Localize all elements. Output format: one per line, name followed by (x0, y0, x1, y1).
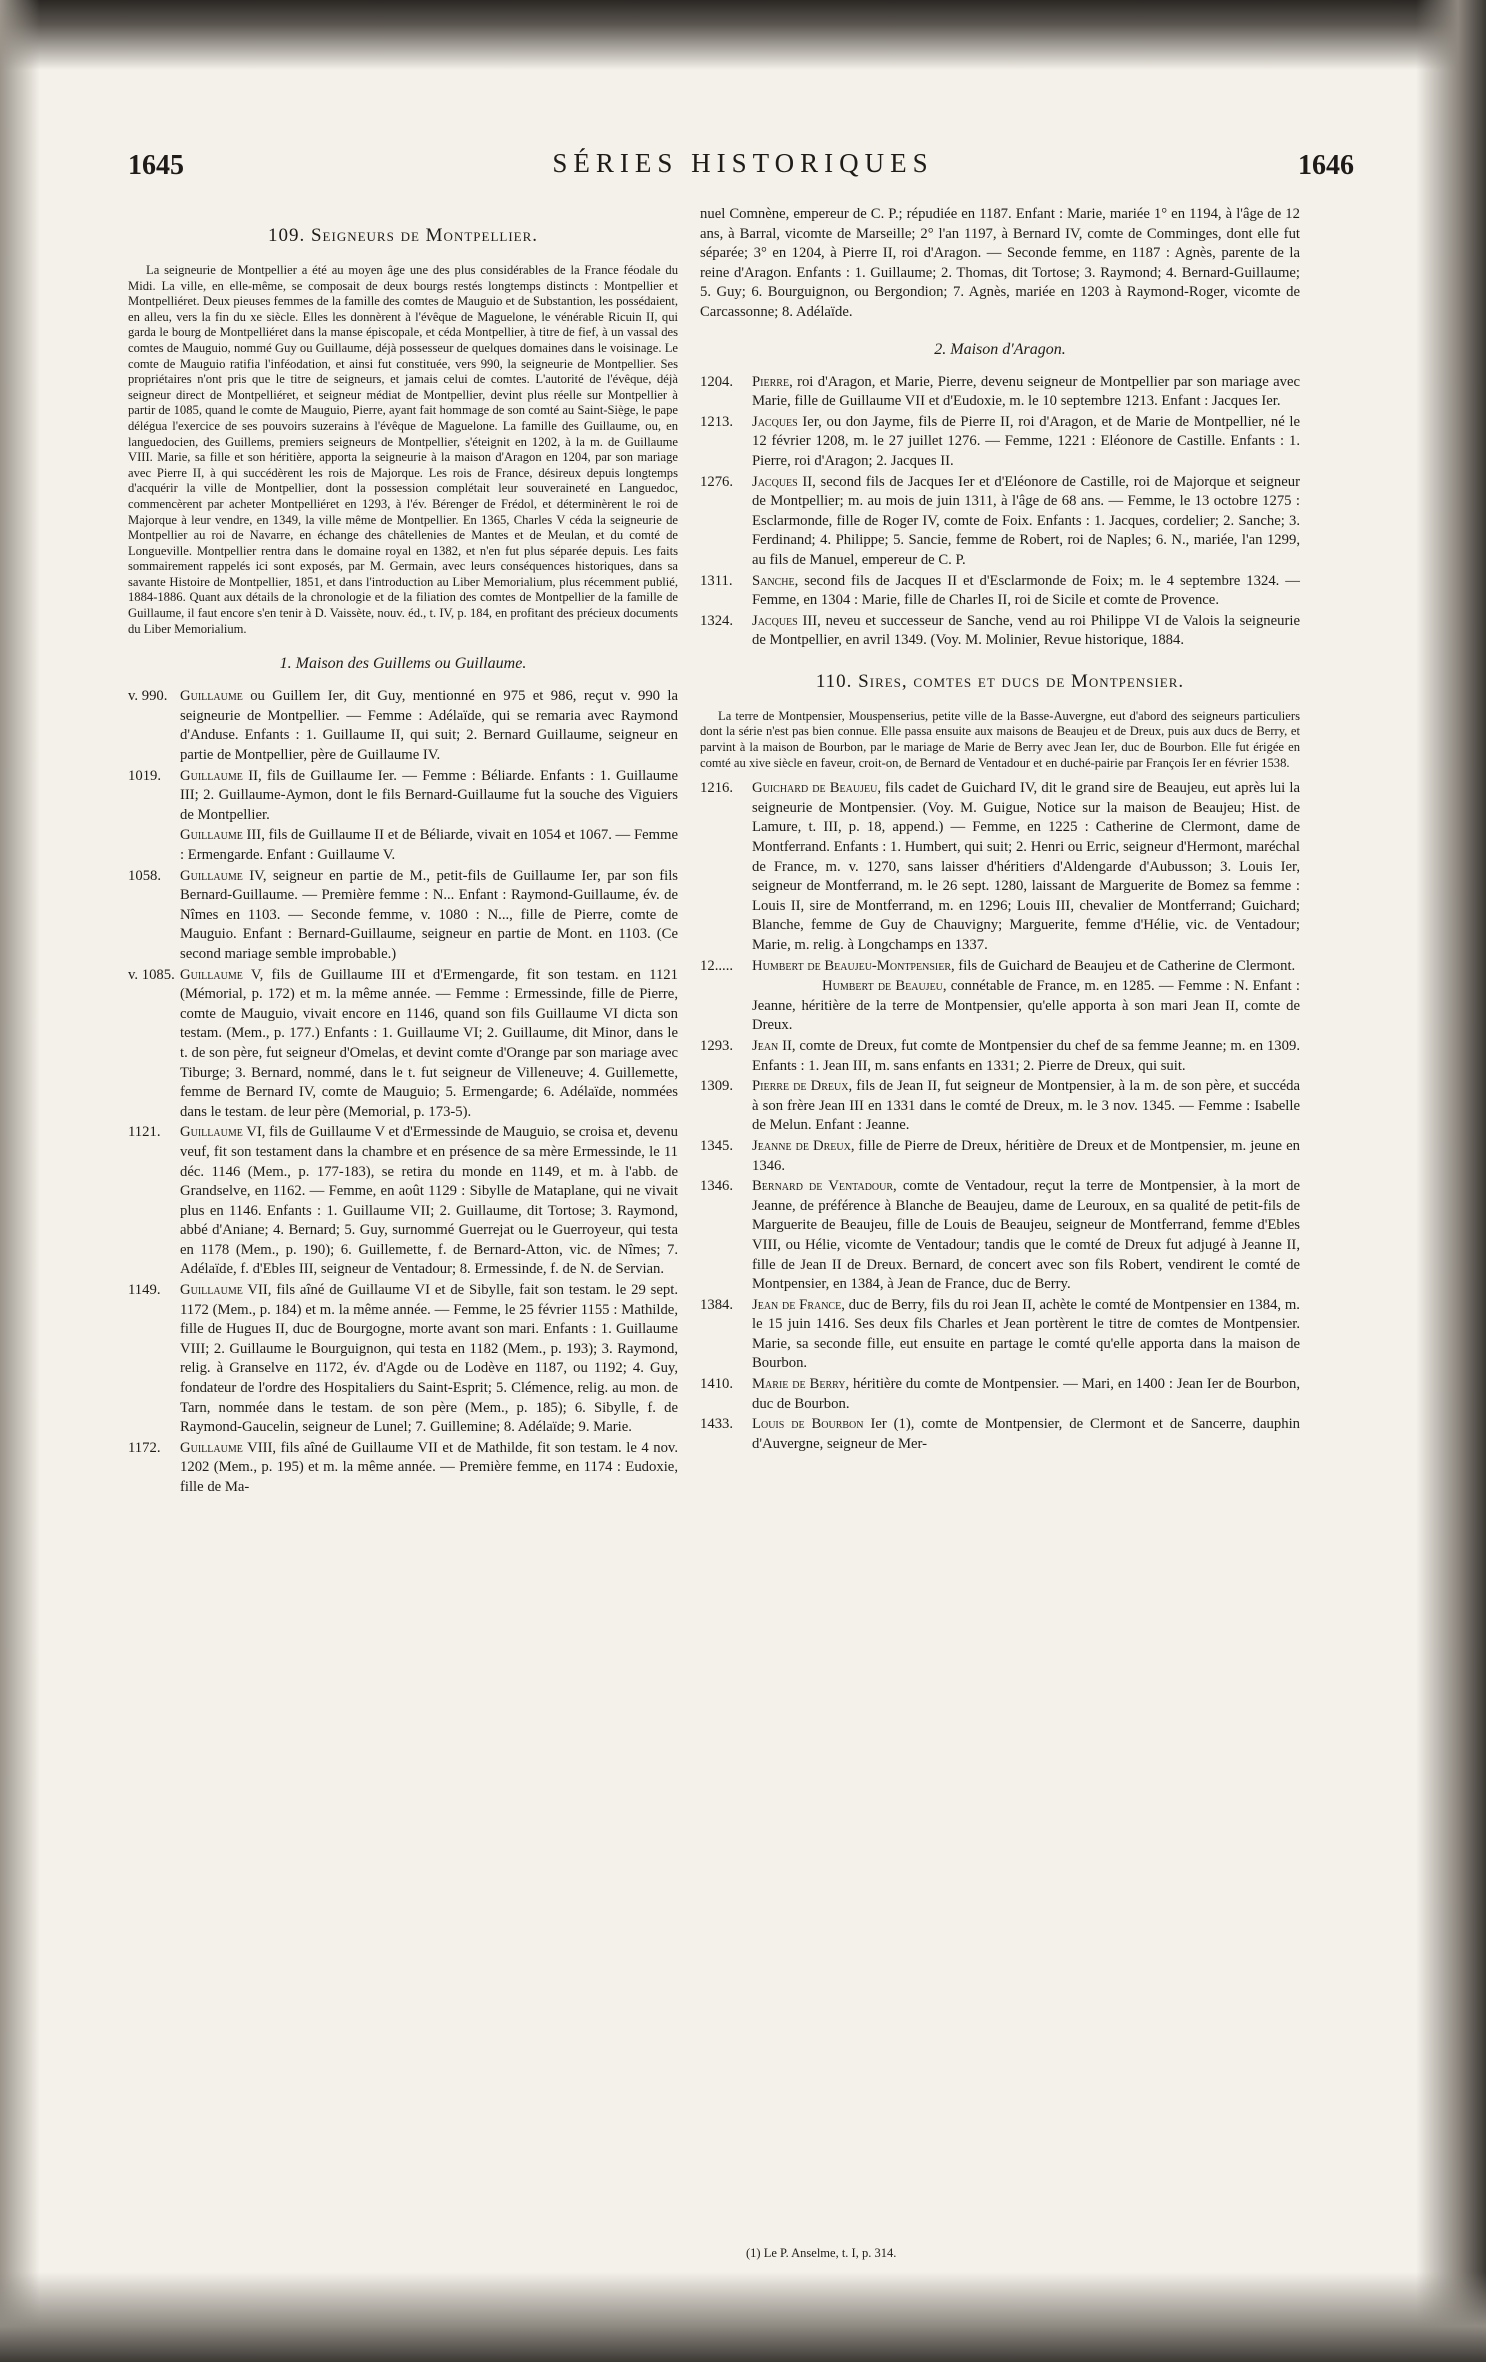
montpensier-entries (700, 779, 1300, 1454)
genealogy-entry (128, 1439, 678, 1498)
section-109-intro: La seigneurie de Montpellier a été au moyen âge une des plus considérables de la France féodale du Midi. La ville, en elle-même, se composait de deux bourgs restés longtemps distincts : Montpellier et Montpelliéret. Deux pieuses femmes de la famille des comtes de Mauguio et de Substantion, les possédaient, en alleu, vers la fin du xe siècle. Elles les donnèrent à l'évêque de Maguelone, le vénérable Ricuin II, qui garda le bourg de Montpelliéret dans la manse épiscopale, et céda Montpellier, à titre de fief, à un vassal des comtes de Mauguio, nommé Guy ou Guillaume, déjà possesseur de quelques domaines dans le voisinage. Le comte de Mauguio ratifia l'inféodation, et ainsi fut constituée, vers 990, la seigneurie de Montpellier. Ses propriétaires n'ont pris que le titre de seigneurs, et jamais celui de comtes. L'autorité de l'évêque, déjà seigneur direct de Montpelliéret, et seigneur médiat de Montpellier, devint plus réelle sur Montpellier à partir de 1085, quand le comte de Mauguio, Pierre, ayant fait hommage de son comté au Saint-Siège, le pape délégua l'exercice de ses pouvoirs suzerains à l'évêque de Maguelone. La famille des Guillaume, ou, en languedocien, des Guillems, premiers seigneurs de Montpellier, s'éteignit en 1202, à la m. de Guillaume VIII. Marie, sa fille et son héritière, apporta la seigneurie à la maison d'Aragon en 1204, par son mariage avec Pierre II, à qui succédèrent les rois de Majorque. Les rois de France, désireux depuis longtemps d'acquérir la ville de Montpellier, dont la possession complétait leur souveraineté en Languedoc, commencèrent par acheter Montpelliéret en 1293, à l'év. Bérenger de Frédol, et déterminèrent le roi de Majorque à leur vendre, en 1349, la ville même de Montpellier. En 1365, Charles V céda la seigneurie de Montpellier au roi de Navarre, en échange des châtellenies de Mantes et de Meulan, et du comté de Longueville. Montpellier rentra dans le domaine royal en 1382, et n'en fut plus séparée depuis. Les faits sommairement rappelés ici sont exposés, par M. Germain, avec leurs conséquences historiques, dans sa savante Histoire de Montpellier, 1851, et dans l'introduction au Liber Memorialium, plus récemment publié, 1884-1886. Quant aux détails de la chronologie et de la filiation des comtes de Montpellier de la famille de Guillaume, il faut encore s'en tenir à D. Vaissète, nouv. éd., t. IV, p. 184, en profitant des précieux documents du Liber Memorialium. (128, 263, 678, 636)
genealogy-entry (700, 612, 1300, 651)
entry-name: Jacques (752, 612, 798, 629)
entry-year: 1324. (700, 612, 734, 629)
entry-year: 1311. (700, 572, 733, 589)
running-title: SÉRIES HISTORIQUES (552, 148, 934, 178)
entry-text: Ier (1), comte de Montpensier, de Clermont et de Sancerre, dauphin d'Auvergne, seigneur de Mer- (752, 1416, 1300, 1452)
scan-edge-right (1416, 0, 1486, 2362)
scan-edge-top (0, 0, 1486, 70)
entry-year: 1019. (128, 767, 162, 784)
entry-year: 1172. (128, 1439, 161, 1456)
entry-year: 1433. (700, 1416, 734, 1433)
entry-name: Bernard de Ventadour (752, 1178, 894, 1195)
entry-name: Guillaume (180, 966, 243, 983)
scan-edge-bottom (0, 2272, 1486, 2362)
genealogy-entry (700, 1375, 1300, 1414)
entry-text: II, fils de Guillaume Ier. — Femme : Béliarde. Enfants : 1. Guillaume III; 2. Guillaume-Aymon, dont le fils Bernard-Guillaume fut la souche des Viguiers de Montpellier. (180, 767, 678, 823)
entry-year: 1204. (700, 373, 734, 390)
entry-text: VII, fils aîné de Guillaume VI et de Sibylle, fait son testam. le 29 sept. 1172 (Mem., p. 184) et m. la même année. — Femme, le 25 février 1155 : Mathilde, fille de Hugues II, duc de Bourgogne, morte avant son mari. Enfants : 1. Guillaume VIII; 2. Guillaume le Bourguignon, qui testa en 1182 (Mem., p. 193); 3. Raymond, relig. à Granselve en 1172, év. d'Agde ou de Lodève en 1187, ou 1192; 4. Guy, fondateur de l'ordre des Hospitaliers du Saint-Esprit; 5. Clémence, relig. au mon. de Tarn, nommée dans le testam. de son père (Mem., p. 185); 6. Sibylle, f. de Raymond-Gaucelin, seigneur de Lunel; 7. Guillemine; 8. Adélaïde; 9. Marie. (180, 1282, 678, 1436)
entry-name: Pierre (752, 373, 790, 390)
entry-year: 1149. (128, 1282, 161, 1299)
entry-text: , fils cadet de Guichard IV, dit le grand sire de Beaujeu, eut après lui la seigneurie de Montpensier. (Voy. M. Guigue, Notice sur la maison de Beaujeu; Hist. de Lamure, t. III, p. 18, append.) — Femme, en 1225 : Catherine de Clermont, dame de Montferrand. Enfants : 1. Humbert, qui suit; 2. Henri ou Erric, seigneur d'Hermont, maréchal de France, m. v. 1270, sans laisser d'héritiers d'Aldengarde d'Aubusson; 3. Louis Ier, seigneur de Montferrand, m. le 26 sept. 1280, laissant de Marguerite de Bomez sa femme : Louis II, sire de Montferrand, m. en 1296; Louis III, chevalier de Montferrand; Guichard; Blanche, femme de Guy de Chauvigny; Marguerite, femme d'Hélie, vic. de Ventadour; Marie, m. relig. à Longchamps en 1337. (752, 780, 1300, 953)
genealogy-entry (128, 687, 678, 765)
genealogy-entry (700, 977, 1300, 1036)
scan-edge-left (0, 0, 40, 2362)
section-110-title: 110. Sires, comtes et ducs de Montpensier. (815, 670, 1185, 692)
genealogy-entry (128, 1123, 678, 1280)
genealogy-entry (700, 572, 1300, 611)
entry-name: Guichard de Beaujeu (752, 780, 878, 797)
genealogy-entry (700, 473, 1300, 571)
entry-text: ou Guillem Ier, dit Guy, mentionné en 975 et 986, reçut v. 990 la seigneurie de Montpellier. — Femme : Adélaïde, qui se remaria avec Raymond d'Anduse. Enfants : 1. Guillaume II, qui suit; 2. Bernard Guillaume, seigneur en partie de Montpellier, père de Guillaume IV. (180, 688, 678, 764)
entry-name: Guillaume (180, 867, 243, 884)
entry-text: V, fils de Guillaume III et d'Ermengarde, fit son testam. en 1121 (Mémorial, p. 172) et m. la même année. — Femme : Ermessinde, fille de Pierre, comte de Mauguio, vivait encore en 1146, quand son fils Guillaume VI dicta son testam. (Mem., p. 177.) Enfants : 1. Guillaume VI; 2. Guillaume, dit Minor, dans le t. de son père, fut seigneur d'Omelas, et devint comte d'Orange par son mariage avec Tiburge; 3. Bernard, nommé, dans le t. fut seigneur de Villeneuve; 4. Guillemette, femme de Bernard IV, comte de Mauguio; 5. Ermengarde; 6. Adélaïde, nommées dans le testam. de leur père (Memorial, p. 173-5). (180, 966, 678, 1120)
aragon-entries (700, 373, 1300, 651)
entry-year: v. 990. (128, 688, 168, 705)
genealogy-entry (128, 867, 678, 965)
entry-text: , comte de Ventadour, reçut la terre de Montpensier, à la mort de Jeanne, de préférence à Blanche de Beaujeu, dame de Leuroux, en sa qualité de petit-fils de Marguerite de Beaujeu, fille de Louis de Beaujeu, seigneur de Montferrand, femme d'Ebles VIII, ou Hélie, vicomte de Ventadour; tandis que le comté de Dreux fut adjugé à Jeanne II, fille de Jean II de Dreux. Bernard, de concert avec son fils Robert, vendirent le comté de Montpensier, en 1384, à Jean de France, duc de Berry. (752, 1178, 1300, 1293)
entry-name: Jeanne de Dreux (752, 1137, 851, 1154)
entry-text: , fille de Pierre de Dreux, héritière de Dreux et de Montpensier, m. jeune en 1346. (752, 1137, 1300, 1174)
entry-text: , duc de Berry, fils du roi Jean II, achète le comté de Montpensier en 1384, m. le 15 juin 1416. Ses deux fils Charles et Jean portèrent le titre de comtes de Montpensier. Marie, sa seconde fille, eut ensuite en partage le comté qu'elle apporta dans la maison de Bourbon. (752, 1296, 1300, 1372)
entry-name: Humbert de Beaujeu (822, 978, 943, 995)
aragon-subtitle: 2. Maison d'Aragon. (934, 340, 1066, 358)
entry-text: IV, seigneur en partie de M., petit-fils de Guillaume Ier, par son fils Bernard-Guillaume. — Première femme : N... Enfant : Raymond-Guillaume, év. de Nîmes en 1103. — Seconde femme, v. 1080 : N..., fille de Pierre, comte de Mauguio. Enfant : Bernard-Guillaume, seigneur en partie de Mont. en 1103. (Ce second mariage semble improbable.) (180, 867, 678, 962)
entry-year: 1293. (700, 1037, 734, 1054)
entry-year: v. 1085. (128, 966, 175, 983)
page-number-right: 1646 (1298, 150, 1354, 181)
entry-name: Jean (752, 1037, 779, 1054)
genealogy-entry (700, 413, 1300, 472)
entry-year: 1345. (700, 1137, 734, 1154)
entry-name: Marie de Berry (752, 1376, 846, 1393)
entry-text: , roi d'Aragon, et Marie, Pierre, devenu seigneur de Montpellier par son mariage avec Marie, fille de Guillaume VII et d'Eudoxie, m. le 10 septembre 1213. Enfant : Jacques Ier. (752, 373, 1300, 410)
entry-text: VI, fils de Guillaume V et d'Ermessinde de Mauguio, se croisa et, devenu veuf, fit son testament dans la chambre et en présence de sa mère Ermessinde, le 11 déc. 1146 (Mem., p. 177-183), se retira du monde en 1149, et m. à l'abb. de Grandselve, en 1162. — Femme, en août 1129 : Sibylle de Mataplane, qui ne vivait plus en 1146. Enfants : 1. Guillaume VII; 2. Guillaume, dit Tortose; 3. Raymond, abbé d'Aniane; 4. Bernard; 5. Guy, surnommé Guerrejat ou le Guerroyeur, qui testa en 1178 (Mem., p. 190); 6. Guillemette, f. de Bernard-Atton, vic. de Nîmes; 7. Adélaïde, f. d'Ebles III, seigneur de Ventadour; 8. Ermessinde, f. de N. de Servian. (180, 1124, 678, 1278)
entry-name: Louis de Bourbon (752, 1416, 864, 1433)
genealogy-entry (700, 957, 1300, 977)
genealogy-entry (700, 1037, 1300, 1076)
entry-text: VIII, fils aîné de Guillaume VII et de Mathilde, fit son testam. le 4 nov. 1202 (Mem., p. 195) et m. la même année. — Première femme, en 1174 : Eudoxie, fille de Ma- (180, 1439, 678, 1495)
entry-text: III, fils de Guillaume II et de Béliarde, vivait en 1054 et 1067. — Femme : Ermengarde. Enfant : Guillaume V. (180, 827, 678, 863)
entry-year: 1346. (700, 1178, 734, 1195)
entry-year: 1309. (700, 1078, 734, 1095)
entry-text: , fils de Guichard de Beaujeu et de Catherine de Clermont. (950, 957, 1296, 974)
entry-name: Guillaume (180, 1282, 243, 1299)
entry-text: , fils de Jean II, fut seigneur de Montpensier, à la m. de son père, et succéda à son frère Jean III en 1331 dans le comté de Dreux, m. le 3 nov. 1345. — Femme : Isabelle de Melun. Enfant : Jeanne. (752, 1078, 1301, 1134)
entry-name: Guillaume (180, 827, 243, 844)
genealogy-entry (700, 373, 1300, 412)
entry-text: , connétable de France, m. en 1285. — Femme : N. Enfant : Jeanne, héritière de la terre de Montpensier, qu'elle apporta à son mari Jean II, comte de Dreux. (752, 978, 1300, 1034)
entry-year: 1213. (700, 413, 734, 430)
left-column (128, 205, 678, 1499)
guillaume-viii-continuation: nuel Comnène, empereur de C. P.; répudiée en 1187. Enfant : Marie, mariée 1° en 1194, à l'âge de 12 ans, à Barral, vicomte de Marseille; 2° l'an 1197, à Bernard IV, comte de Comminges, dont elle fut séparée; 3° en 1204, à Pierre II, roi d'Aragon. — Seconde femme, en 1187 : Agnès, parente de la reine d'Aragon. Enfants : 1. Guillaume; 2. Thomas, dit Tortose; 3. Raymond; 4. Bernard-Guillaume; 5. Guy; 6. Bourguignon, ou Bergondion; 7. Agnès, mariée en 1203 à Raymond-Roger, vicomte de Carcassonne; 8. Adélaïde. (700, 206, 1300, 320)
entry-name: Guillaume (180, 1124, 243, 1141)
entry-name: Jacques (752, 473, 798, 490)
entry-year: 1058. (128, 867, 162, 884)
page-number-left: 1645 (128, 150, 184, 181)
entry-year: 12..... (700, 957, 734, 974)
genealogy-entry (700, 1415, 1300, 1454)
entry-year: 1121. (128, 1124, 161, 1141)
genealogy-entry (128, 767, 678, 826)
genealogy-entry (128, 826, 678, 865)
entry-year: 1216. (700, 780, 734, 797)
genealogy-entry (700, 779, 1300, 955)
entry-name: Jacques (752, 413, 798, 430)
entry-year: 1410. (700, 1376, 734, 1393)
entry-text: , héritière du comte de Montpensier. — Mari, en 1400 : Jean Ier de Bourbon, duc de Bourbon. (752, 1376, 1300, 1412)
entry-text: II, second fils de Jacques Ier et d'Eléonore de Castille, roi de Majorque et seigneur de Montpellier; m. au mois de juin 1311, à l'âge de 68 ans. — Femme, le 13 octobre 1275 : Esclarmonde, fille de Roger IV, comte de Foix. Enfants : 1. Jacques, cordelier; 2. Sanche; 3. Ferdinand; 4. Philippe; 5. Sancie, femme de Robert, roi de Naples; 6. N., mariée, l'an 1299, au fils de Manuel, empereur de C. P. (752, 473, 1300, 568)
section-109-title: 109. Seigneurs de Montpellier. (267, 225, 539, 246)
genealogy-entry (700, 1137, 1300, 1176)
entry-text: III, neveu et successeur de Sanche, vend au roi Philippe VI de Valois la seigneurie de Montpellier, en avril 1349. (Voy. M. Molinier, Revue historique, 1884. (752, 612, 1300, 649)
entry-text: Ier, ou don Jayme, fils de Pierre II, roi d'Aragon, et de Marie de Montpellier, né le 12 février 1208, m. le 27 juillet 1276. — Femme, 1221 : Eléonore de Castille. Enfants : 1. Pierre, roi d'Aragon; 2. Jacques II. (752, 413, 1300, 469)
genealogy-entry (700, 1077, 1300, 1136)
right-column (700, 205, 1300, 1455)
entry-name: Guillaume (180, 767, 243, 784)
entry-year: 1276. (700, 473, 734, 490)
genealogy-entry (700, 1296, 1300, 1374)
genealogy-entry (128, 1281, 678, 1438)
entry-name: Jean de France (752, 1296, 842, 1313)
section-110-intro: La terre de Montpensier, Mouspenserius, petite ville de la Basse-Auvergne, eut d'abord des seigneurs particuliers dont la série n'est pas bien connue. Elle passa ensuite aux maisons de Beaujeu et de Dreux, puis aux ducs de Berry, et parvint à la maison de Bourbon, par le mariage de Marie de Berry avec Jean Ier, duc de Bourbon. Elle fut érigée en comté au xive siècle en faveur, croit-on, de Bernard de Ventadour et en duché-pairie par François Ier en février 1538. (700, 708, 1300, 770)
entry-name: Guillaume (180, 1439, 243, 1456)
entry-name: Guillaume (180, 688, 243, 705)
entry-text: II, comte de Dreux, fut comte de Montpensier du chef de sa femme Jeanne; m. en 1309. Enfants : 1. Jean III, m. sans enfants en 1331; 2. Pierre de Dreux, qui suit. (752, 1037, 1300, 1074)
entry-text: , second fils de Jacques II et d'Esclarmonde de Foix; m. le 4 septembre 1324. — Femme, en 1304 : Marie, fille de Charles II, roi de Sicile et comte de Provence. (752, 572, 1300, 609)
genealogy-entry (128, 966, 678, 1123)
entry-name: Humbert de Beaujeu-Montpensier (752, 957, 951, 974)
entry-year: 1384. (700, 1296, 734, 1313)
guillems-entries (128, 687, 678, 1497)
guillems-subtitle: 1. Maison des Guillems ou Guillaume. (279, 655, 527, 673)
footnote: (1) Le P. Anselme, t. I, p. 314. (746, 2246, 897, 2260)
entry-name: Pierre de Dreux (752, 1078, 849, 1095)
entry-name: Sanche (752, 572, 795, 589)
genealogy-entry (700, 1177, 1300, 1295)
